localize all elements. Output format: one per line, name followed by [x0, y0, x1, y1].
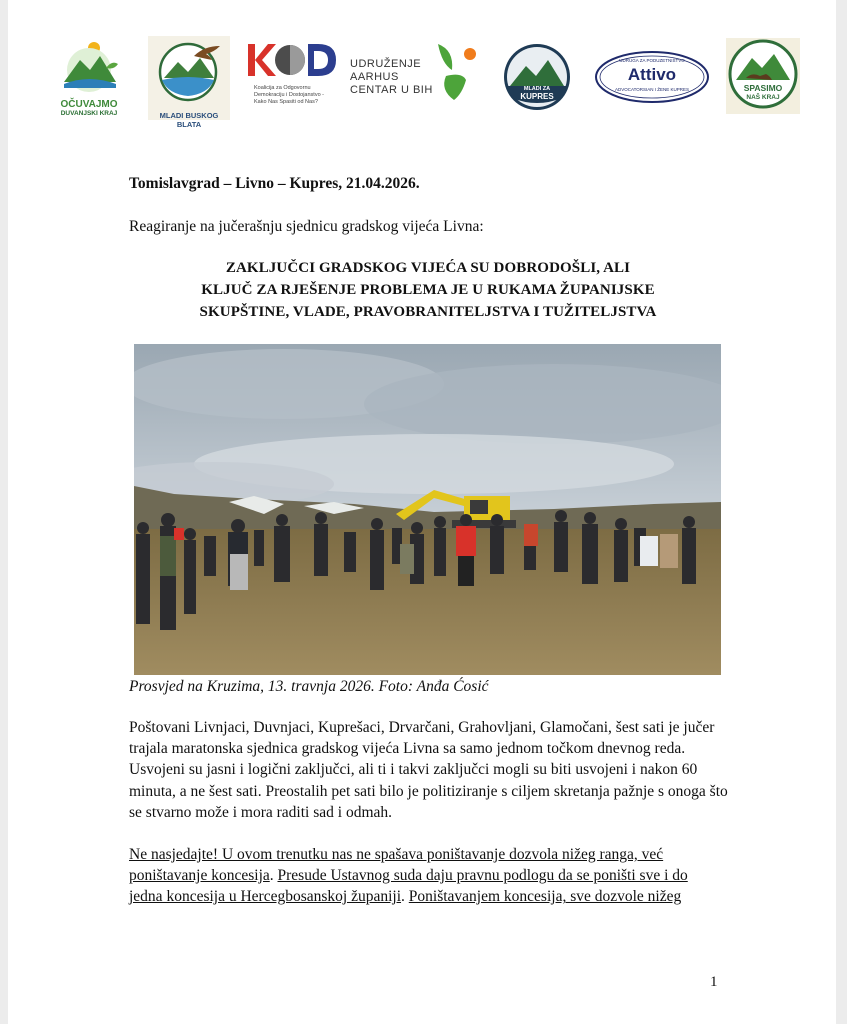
kod-line3: Kako Nas Spasiti od Nas? — [254, 99, 318, 105]
p3-line3a: jedna koncesija u Hercegbosanskoj županiji — [129, 888, 402, 906]
attivo-bottom: ADVOCATORSIAN I ŽENE KUPRES — [614, 87, 690, 92]
headline — [108, 257, 748, 323]
ocuvajmo-mountain-icon — [50, 38, 128, 94]
aarhus-line2: AARHUS — [350, 71, 399, 83]
aarhus-line3: CENTAR U BIH — [350, 84, 433, 96]
p3-line2c: Presude Ustavnog suda daju pravnu podlogu da se poništi sve i do — [277, 867, 688, 885]
paragraph-2: Usvojeni su jasni i logični zaključci, ali ti i takvi zaključci mogli su biti usvojeni i nakon 60 minuta, a ne šest sati. Preostalih pet sati bilo je politiziranje s ciljem skretanja pažnje s onoga što se stvarno može i mora raditi sad i odmah. — [129, 761, 728, 821]
article-body — [129, 717, 729, 908]
partner-logos — [8, 34, 836, 129]
ocuvajmo-line1: OČUVAJMO — [60, 99, 118, 110]
headline-line1: ZAKLJUČCI GRADSKOG VIJEĆA SU DOBRODOŠLI, ALI — [225, 260, 631, 276]
protest-photo — [134, 344, 721, 675]
ocuvajmo-line2: DUVANJSKI KRAJ — [60, 110, 118, 117]
intro-line: Reagiranje na jučerašnju sjednicu gradskog vijeća Livna: — [129, 218, 484, 235]
mladi-buskog-logo — [148, 36, 230, 129]
p3-line2a: poništavanje koncesija — [129, 867, 270, 885]
headline-line3: SKUPŠTINE, VLADE, PRAVOBRANITELJSTVA I TUŽITELJSTVA — [199, 304, 657, 320]
document-page — [8, 0, 836, 1024]
protest-scene-image — [134, 344, 721, 675]
p3-line1: Ne nasjedajte! U ovom trenutku nas ne spašava poništavanje dozvola nižeg ranga, već — [129, 846, 664, 864]
spasimo-logo — [726, 38, 800, 114]
kupres-badge-icon — [502, 42, 572, 112]
kod-logo — [246, 42, 338, 116]
mladi-buskog-text: MLADI BUSKOG BLATA — [159, 111, 219, 129]
p3-line3b: . — [401, 888, 409, 906]
headline-line2: KLJUČ ZA RJEŠENJE PROBLEMA JE U RUKAMA ŽUPANIJSKE — [201, 282, 655, 298]
spasimo-line1: SPASIMO — [743, 83, 783, 93]
aarhus-logo — [350, 40, 480, 116]
leaf-sprout-icon — [432, 40, 480, 106]
paragraph-1: Poštovani Livnjaci, Duvnjaci, Kuprešaci, Drvarčani, Grahovljani, Glamočani, šest sati je jučer trajala maratonska sjednica gradskog vijeća Livna sa samo jednom točkom dnevnog reda. — [129, 719, 715, 758]
attivo-top: UDRUGA ZA PODUZETNIŠTVO — [619, 58, 685, 63]
mladi-kupres-line1: MLADI ZA — [523, 86, 551, 92]
ocuvajmo-logo — [50, 38, 128, 118]
p3-line3c: Poništavanjem koncesija, sve dozvole nižeg — [408, 888, 682, 906]
p3-line2b: . — [269, 867, 278, 885]
spasimo-badge-icon — [726, 38, 800, 114]
attivo-name: Attivo — [627, 65, 677, 84]
mladi-kupres-line2: KUPRES — [520, 92, 554, 101]
kod-line1: Koalicija za Odgovornu — [254, 85, 311, 91]
attivo-logo — [594, 50, 710, 104]
kod-line2: Demokraciju i Dostojanstvo - — [254, 92, 324, 98]
page-number: 1 — [710, 974, 718, 990]
date-line: Tomislavgrad – Livno – Kupres, 21.04.2026. — [129, 175, 420, 192]
paragraph-3 — [129, 844, 729, 908]
aarhus-line1: UDRUŽENJE — [350, 58, 422, 70]
lake-eagle-icon — [148, 36, 230, 104]
paragraph-gap — [129, 823, 729, 844]
photo-caption: Prosvjed na Kruzima, 13. travnja 2026. Foto: Anđa Ćosić — [129, 678, 489, 695]
kod-mark-icon — [246, 42, 338, 80]
spasimo-line2: NAŠ KRAJ — [746, 94, 780, 101]
mladi-kupres-logo — [502, 42, 572, 112]
